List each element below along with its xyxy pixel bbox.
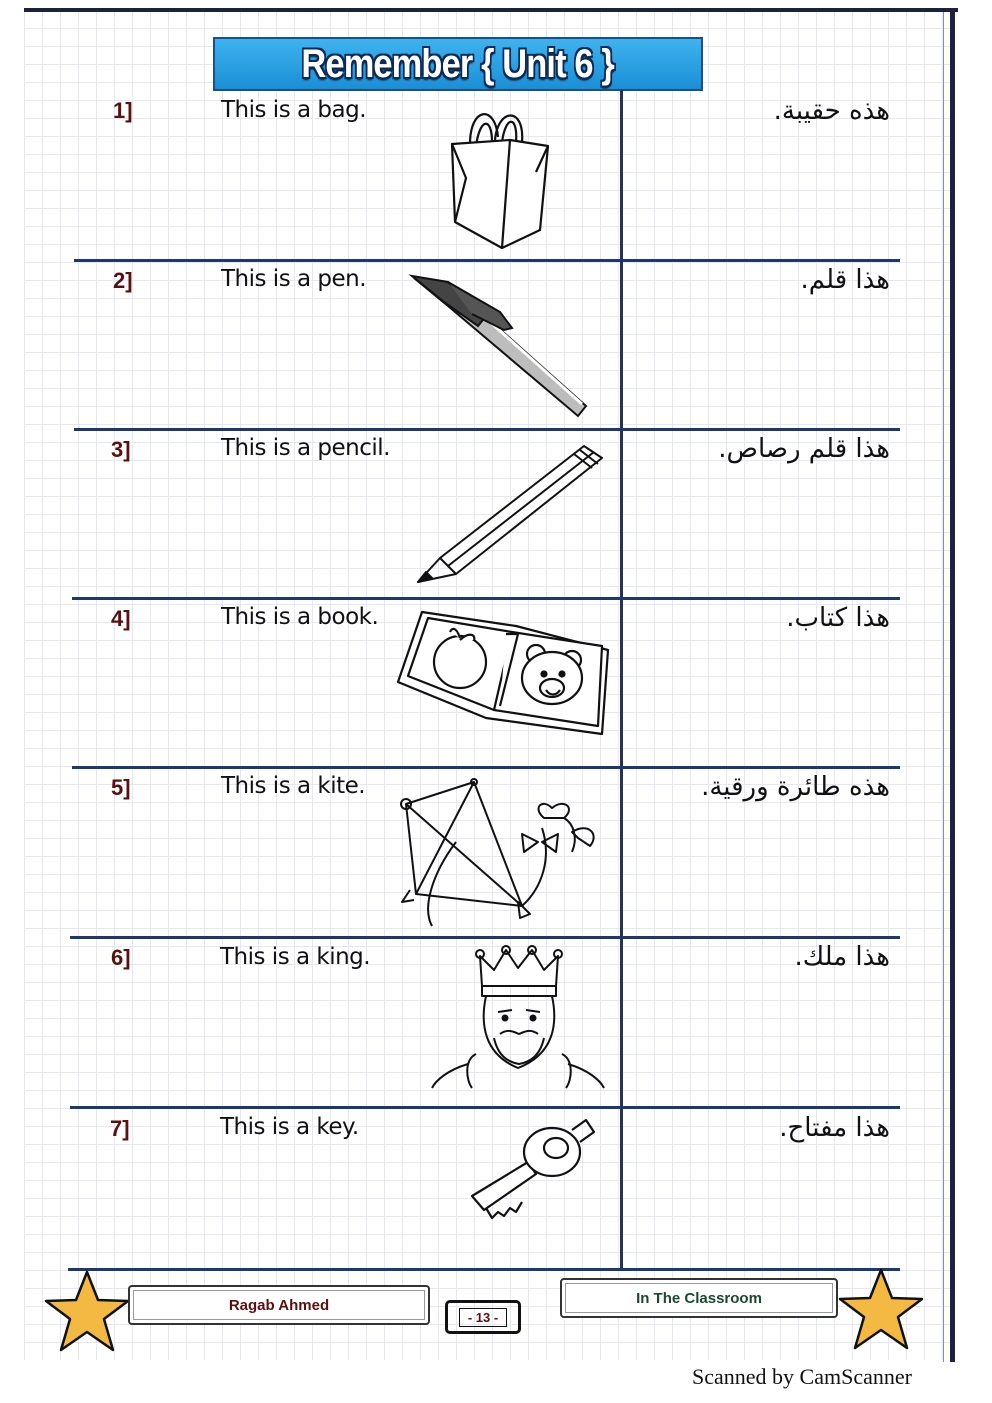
page-border-right xyxy=(950,8,955,1362)
bag-icon xyxy=(440,102,555,252)
row-divider xyxy=(70,1106,900,1109)
row-divider xyxy=(74,259,900,262)
english-sentence: This is a pencil. xyxy=(221,435,390,461)
star-icon xyxy=(42,1268,132,1354)
row-divider xyxy=(72,597,900,600)
book-icon xyxy=(394,606,614,741)
english-sentence: This is a bag. xyxy=(221,97,367,123)
english-sentence: This is a pen. xyxy=(221,266,367,292)
arabic-sentence: هذه طائرة ورقية. xyxy=(701,772,890,802)
arabic-sentence: هذه حقيبة. xyxy=(773,96,890,126)
arabic-sentence: هذا كتاب. xyxy=(786,603,890,633)
arabic-sentence: هذا قلم رصاص. xyxy=(718,434,890,464)
row-divider xyxy=(74,428,900,431)
item-number: 2] xyxy=(113,268,133,293)
scanner-watermark: Scanned by CamScanner xyxy=(692,1364,912,1389)
page-number: - 13 - xyxy=(459,1308,507,1327)
arabic-sentence: هذا مفتاح. xyxy=(779,1113,890,1143)
kite-icon xyxy=(392,778,607,930)
item-number: 5] xyxy=(111,775,131,800)
arabic-sentence: هذا ملك. xyxy=(794,942,890,972)
arabic-sentence: هذا قلم. xyxy=(800,265,890,295)
english-sentence: This is a king. xyxy=(220,944,371,970)
page-border-right-inner xyxy=(943,12,944,1362)
item-number: 3] xyxy=(111,437,131,462)
item-number: 6] xyxy=(111,945,131,970)
author-box xyxy=(128,1285,430,1325)
page-number-box xyxy=(445,1300,521,1334)
english-sentence: This is a book. xyxy=(221,604,379,630)
row-divider xyxy=(72,766,900,769)
page-border-top xyxy=(24,8,958,12)
subtitle-box xyxy=(560,1278,838,1318)
author-name: Ragab Ahmed xyxy=(228,1296,330,1314)
item-number: 1] xyxy=(113,98,133,123)
english-sentence: This is a kite. xyxy=(221,773,366,799)
key-icon xyxy=(466,1114,596,1220)
pen-icon xyxy=(408,268,593,423)
pencil-icon xyxy=(410,440,610,588)
row-divider xyxy=(68,1268,900,1271)
row-divider xyxy=(70,936,900,939)
star-icon xyxy=(836,1266,926,1352)
page-title: Remember { Unit 6 } xyxy=(301,41,615,86)
title-banner xyxy=(213,37,703,91)
item-number: 4] xyxy=(111,606,131,631)
footer-subtitle: In The Classroom xyxy=(636,1289,762,1307)
king-icon xyxy=(428,944,608,1092)
english-sentence: This is a key. xyxy=(220,1114,359,1140)
item-number: 7] xyxy=(110,1116,130,1141)
